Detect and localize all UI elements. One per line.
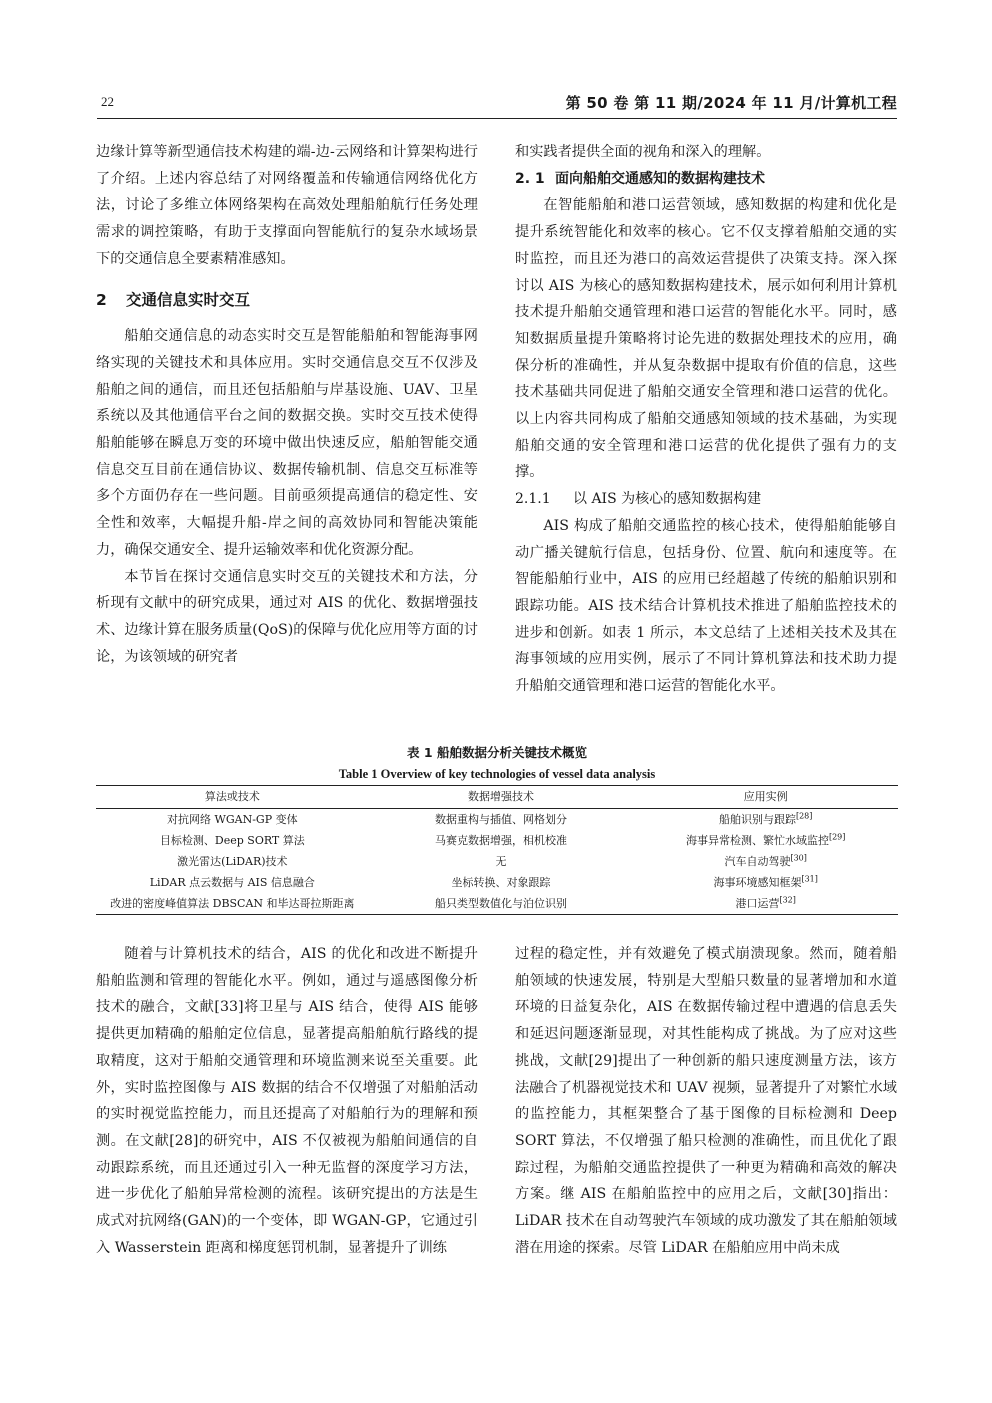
subsection-number: 2. 1 xyxy=(515,170,545,187)
table-cell: 船只类型数值化与泊位识别 xyxy=(435,897,567,910)
paragraph: 本节旨在探讨交通信息实时交互的关键技术和方法，分析现有文献中的研究成果，通过对 AIS 的优化、数据增强技术、边缘计算在服务质量(QoS)的保障与优化应用等方面的讨论，为该领域的研究者 xyxy=(96,568,478,665)
paragraph: 边缘计算等新型通信技术构建的端-边-云网络和计算架构进行了介绍。上述内容总结了对网络覆盖和传输通信网络优化方法，讨论了多维立体网络架构在高效处理船舶航行任务处理需求的调控策略，有助于支撑面向智能航行的复杂水域场景下的交通信息全要素精准感知。 xyxy=(96,144,478,267)
paragraph: AIS 构成了船舶交通监控的核心技术，使得船舶能够自动广播关键航行信息，包括身份、位置、航向和速度等。在智能船舶行业中，AIS 的应用已经超越了传统的船舶识别和跟踪功能。AIS 技术结合计算机技术推进了船舶监控技术的进步和创新。如表 1 所示，本文总结了上述相关技术及其在海事领域的应用实例，展示了不同计算机算法和技术助力提升船舶交通管理和港口运营的智能化水平。 xyxy=(515,517,897,695)
table-cell: 对抗网络 WGAN-GP 变体 xyxy=(167,813,298,826)
table-cell: 目标检测、Deep SORT 算法 xyxy=(159,834,305,847)
subsubsection-heading xyxy=(515,486,897,513)
column-header: 算法或技术 xyxy=(204,790,260,803)
left-column-top xyxy=(96,139,478,670)
table-header-row xyxy=(96,786,898,809)
application-text: 港口运营 xyxy=(735,897,780,910)
page-number: 22 xyxy=(101,94,114,109)
table-caption-en: Table 1 Overview of key technologies of vessel data analysis xyxy=(338,767,656,781)
table-cell: 改进的密度峰值算法 DBSCAN 和毕达哥拉斯距离 xyxy=(110,897,355,910)
table-cell xyxy=(633,851,898,872)
table-row xyxy=(96,872,898,893)
section-title: 交通信息实时交互 xyxy=(126,290,251,309)
paragraph: 在智能船舶和港口运营领域，感知数据的构建和优化是提升系统智能化和效率的核心。它不仅支撑着船舶交通的实时监控，而且还为港口的高效运营提供了决策支持。深入探讨以 AIS 为核心的感知数据构建技术，展示如何利用计算机技术提升船舶交通管理和港口运营的智能化水平。同时，感知数据质量提升策略将讨论先进的数据处理技术的应用，确保分析的准确性，并从复杂数据中提取有价值的信息，这些技术基础共同促进了船舶交通安全管理和港口运营的优化。以上内容共同构成了船舶交通感知领域的技术基础，为实现船舶交通的安全管理和港口运营的优化提供了强有力的支撑。 xyxy=(515,197,897,481)
section-heading xyxy=(96,287,478,314)
citation: [29] xyxy=(828,832,846,842)
subsection-heading xyxy=(515,166,897,193)
table-cell: 数据重构与插值、网格划分 xyxy=(435,813,567,826)
journal-info: 第 50 卷 第 11 期/2024 年 11 月/计算机工程 xyxy=(565,94,897,112)
table-row xyxy=(96,809,898,831)
paragraph: 船舶交通信息的动态实时交互是智能船舶和智能海事网络实现的关键技术和具体应用。实时交通信息交互不仅涉及船舶之间的通信，而且还包括船舶与岸基设施、UAV、卫星系统以及其他通信平台之间的数据交换。实时交互技术使得船舶能够在瞬息万变的环境中做出快速反应，船舶智能交通信息交互目前在通信协议、数据传输机制、信息交互标准等多个方面仍存在一些问题。目前亟须提高通信的稳定性、安全性和效率，大幅提升船-岸之间的高效协同和智能决策能力，确保交通安全、提升运输效率和优化资源分配。 xyxy=(96,328,478,558)
column-header: 数据增强技术 xyxy=(468,790,534,803)
citation: [31] xyxy=(801,874,818,884)
right-column-top xyxy=(515,139,897,700)
table-row xyxy=(96,830,898,851)
application-text: 海事异常检测、繁忙水域监控 xyxy=(685,834,829,847)
table-1 xyxy=(96,743,898,915)
table-cell: 无 xyxy=(495,855,507,868)
table-cell xyxy=(633,893,898,915)
application-text: 海事环境感知框架 xyxy=(713,876,802,889)
header-rule xyxy=(97,118,897,119)
table-row xyxy=(96,851,898,872)
paragraph: 过程的稳定性，并有效避免了模式崩溃现象。然而，随着船舶领域的快速发展，特别是大型船只数量的显著增加和水道环境的日益复杂化，AIS 在数据传输过程中遭遇的信息丢失和延迟问题逐渐显现，对其性能构成了挑战。为了应对这些挑战，文献[29]提出了一种创新的船只速度测量方法，该方法融合了机器视觉技术和 UAV 视频，显著提升了对繁忙水域的监控能力，其框架整合了基于图像的目标检测和 Deep SORT 算法，不仅增强了船只检测的准确性，而且优化了跟踪过程，为船舶交通监控提供了一种更为精确和高效的解决方案。继 AIS 在船舶监控中的应用之后，文献[30]指出：LiDAR 技术在自动驾驶汽车领域的成功激发了其在船舶领域潜在用途的探索。尽管 LiDAR 在船舶应用中尚未成 xyxy=(515,946,897,1256)
table-cell xyxy=(633,830,898,851)
citation: [28] xyxy=(795,811,813,821)
section-number: 2 xyxy=(96,290,107,309)
right-column-bottom xyxy=(515,941,897,1261)
column-header: 应用实例 xyxy=(743,790,788,803)
subsection-title: 面向船舶交通感知的数据构建技术 xyxy=(555,170,765,187)
subsubsection-title: 以 AIS 为核心的感知数据构建 xyxy=(573,491,762,508)
table-cell xyxy=(633,809,898,831)
subsubsection-number: 2.1.1 xyxy=(515,491,551,508)
paragraph: 随着与计算机技术的结合，AIS 的优化和改进不断提升船舶监测和管理的智能化水平。例如，通过与遥感图像分析技术的融合，文献[33]将卫星与 AIS 结合，使得 AIS 能够提供更加精确的船舶定位信息，显著提高船舶航行路线的提取精度，这对于船舶交通管理和环境监测来说至关重要。此外，实时监控图像与 AIS 数据的结合不仅增强了对船舶活动的实时视觉监控能力，而且还提高了对船舶行为的理解和预测。在文献[28]的研究中，AIS 不仅被视为船舶间通信的自动跟踪系统，而且还通过引入一种无监督的深度学习方法，进一步优化了船舶异常检测的流程。该研究提出的方法是生成式对抗网络(GAN)的一个变体，即 WGAN-GP，它通过引入 Wasserstein 距离和梯度惩罚机制，显著提升了训练 xyxy=(96,946,478,1256)
table-cell: 马赛克数据增强，相机校准 xyxy=(435,834,567,847)
table-cell: 坐标转换、对象跟踪 xyxy=(451,876,551,889)
table-cell xyxy=(633,872,898,893)
table-cell: 激光雷达(LiDAR)技术 xyxy=(177,855,288,868)
page-header xyxy=(97,92,897,116)
table-row xyxy=(96,893,898,915)
citation: [32] xyxy=(779,895,796,905)
application-text: 汽车自动驾驶 xyxy=(724,855,791,868)
data-table xyxy=(96,785,898,915)
table-caption-zh: 表 1 船舶数据分析关键技术概览 xyxy=(407,745,587,760)
citation: [30] xyxy=(790,853,807,863)
left-column-bottom xyxy=(96,941,478,1261)
paragraph: 和实践者提供全面的视角和深入的理解。 xyxy=(515,144,771,160)
table-cell: LiDAR 点云数据与 AIS 信息融合 xyxy=(149,876,315,889)
application-text: 船舶识别与跟踪 xyxy=(718,813,796,826)
